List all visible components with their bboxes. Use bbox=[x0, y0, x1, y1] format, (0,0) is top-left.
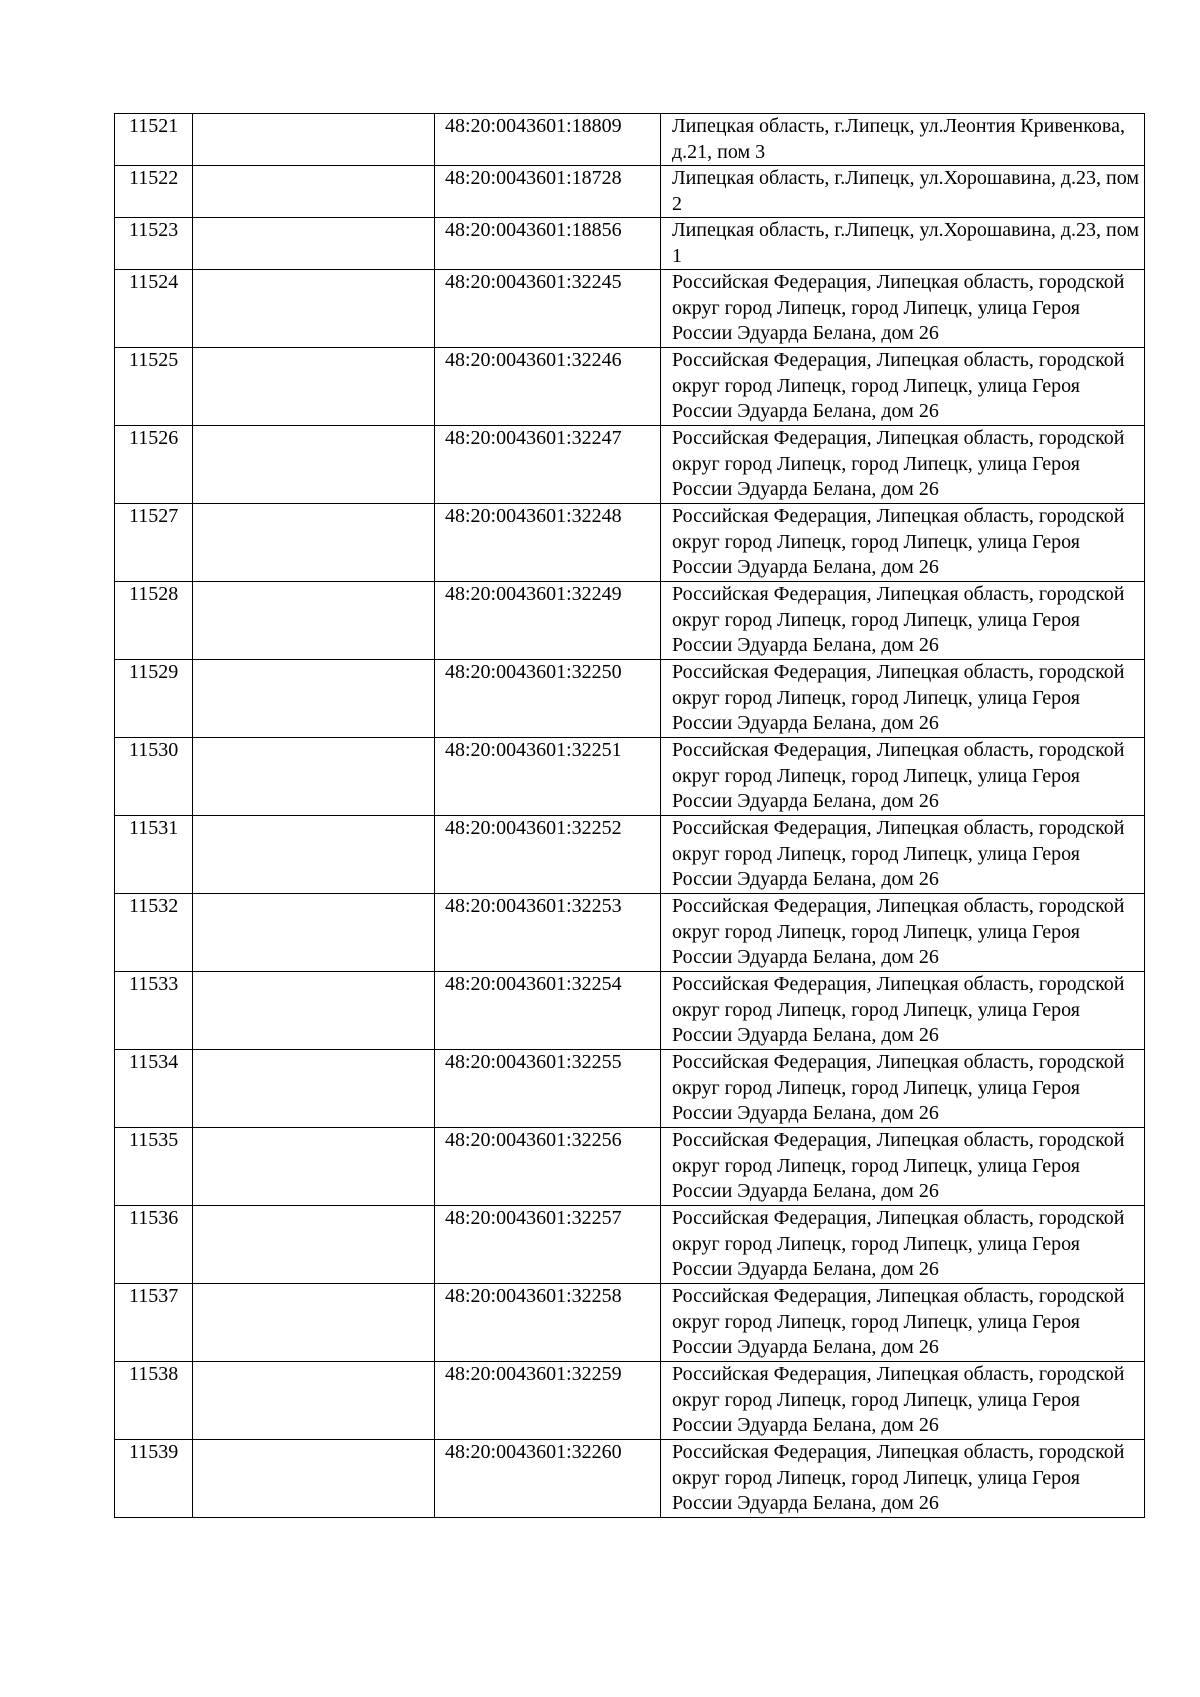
row-number-cell: 11536 bbox=[115, 1206, 193, 1284]
cadastral-number-cell: 48:20:0043601:32249 bbox=[435, 582, 661, 660]
address-cell: Российская Федерация, Липецкая область, городской округ город Липецк, город Липецк, улица Героя России Эдуарда Белана, дом 26 bbox=[661, 1050, 1145, 1128]
cadastral-number-cell: 48:20:0043601:32245 bbox=[435, 270, 661, 348]
table-row bbox=[115, 1050, 1145, 1128]
row-number-cell: 11534 bbox=[115, 1050, 193, 1128]
row-number-cell: 11525 bbox=[115, 348, 193, 426]
row-number-cell: 11522 bbox=[115, 166, 193, 218]
empty-cell bbox=[193, 1362, 435, 1440]
table-row bbox=[115, 426, 1145, 504]
row-number-cell: 11529 bbox=[115, 660, 193, 738]
address-cell: Российская Федерация, Липецкая область, городской округ город Липецк, город Липецк, улица Героя России Эдуарда Белана, дом 26 bbox=[661, 1128, 1145, 1206]
empty-cell bbox=[193, 426, 435, 504]
empty-cell bbox=[193, 218, 435, 270]
row-number-cell: 11521 bbox=[115, 114, 193, 166]
table-row bbox=[115, 582, 1145, 660]
empty-cell bbox=[193, 1128, 435, 1206]
empty-cell bbox=[193, 1440, 435, 1518]
cadastral-number-cell: 48:20:0043601:32259 bbox=[435, 1362, 661, 1440]
table-row bbox=[115, 1284, 1145, 1362]
cadastral-number-cell: 48:20:0043601:18809 bbox=[435, 114, 661, 166]
cadastral-number-cell: 48:20:0043601:18728 bbox=[435, 166, 661, 218]
cadastral-number-cell: 48:20:0043601:32246 bbox=[435, 348, 661, 426]
table-row bbox=[115, 166, 1145, 218]
empty-cell bbox=[193, 348, 435, 426]
table-row bbox=[115, 504, 1145, 582]
empty-cell bbox=[193, 660, 435, 738]
address-cell: Российская Федерация, Липецкая область, городской округ город Липецк, город Липецк, улица Героя России Эдуарда Белана, дом 26 bbox=[661, 348, 1145, 426]
cadastral-number-cell: 48:20:0043601:32250 bbox=[435, 660, 661, 738]
address-cell: Российская Федерация, Липецкая область, городской округ город Липецк, город Липецк, улица Героя России Эдуарда Белана, дом 26 bbox=[661, 1206, 1145, 1284]
empty-cell bbox=[193, 1050, 435, 1128]
cadastral-number-cell: 48:20:0043601:32253 bbox=[435, 894, 661, 972]
empty-cell bbox=[193, 894, 435, 972]
table-row bbox=[115, 816, 1145, 894]
table-row bbox=[115, 1206, 1145, 1284]
empty-cell bbox=[193, 166, 435, 218]
cadastral-number-cell: 48:20:0043601:32248 bbox=[435, 504, 661, 582]
property-registry-table bbox=[114, 113, 1145, 1518]
address-cell: Российская Федерация, Липецкая область, городской округ город Липецк, город Липецк, улица Героя России Эдуарда Белана, дом 26 bbox=[661, 504, 1145, 582]
empty-cell bbox=[193, 270, 435, 348]
row-number-cell: 11528 bbox=[115, 582, 193, 660]
row-number-cell: 11524 bbox=[115, 270, 193, 348]
empty-cell bbox=[193, 738, 435, 816]
address-cell: Российская Федерация, Липецкая область, городской округ город Липецк, город Липецк, улица Героя России Эдуарда Белана, дом 26 bbox=[661, 582, 1145, 660]
row-number-cell: 11538 bbox=[115, 1362, 193, 1440]
address-cell: Российская Федерация, Липецкая область, городской округ город Липецк, город Липецк, улица Героя России Эдуарда Белана, дом 26 bbox=[661, 1362, 1145, 1440]
address-cell: Российская Федерация, Липецкая область, городской округ город Липецк, город Липецк, улица Героя России Эдуарда Белана, дом 26 bbox=[661, 1440, 1145, 1518]
table-row bbox=[115, 660, 1145, 738]
row-number-cell: 11527 bbox=[115, 504, 193, 582]
cadastral-number-cell: 48:20:0043601:18856 bbox=[435, 218, 661, 270]
table-row bbox=[115, 1128, 1145, 1206]
address-cell: Липецкая область, г.Липецк, ул.Леонтия Кривенкова, д.21, пом 3 bbox=[661, 114, 1145, 166]
address-cell: Липецкая область, г.Липецк, ул.Хорошавина, д.23, пом 2 bbox=[661, 166, 1145, 218]
row-number-cell: 11539 bbox=[115, 1440, 193, 1518]
address-cell: Российская Федерация, Липецкая область, городской округ город Липецк, город Липецк, улица Героя России Эдуарда Белана, дом 26 bbox=[661, 1284, 1145, 1362]
address-cell: Российская Федерация, Липецкая область, городской округ город Липецк, город Липецк, улица Героя России Эдуарда Белана, дом 26 bbox=[661, 270, 1145, 348]
cadastral-number-cell: 48:20:0043601:32247 bbox=[435, 426, 661, 504]
address-cell: Российская Федерация, Липецкая область, городской округ город Липецк, город Липецк, улица Героя России Эдуарда Белана, дом 26 bbox=[661, 894, 1145, 972]
table-row bbox=[115, 1440, 1145, 1518]
cadastral-number-cell: 48:20:0043601:32251 bbox=[435, 738, 661, 816]
row-number-cell: 11537 bbox=[115, 1284, 193, 1362]
empty-cell bbox=[193, 1206, 435, 1284]
row-number-cell: 11526 bbox=[115, 426, 193, 504]
cadastral-number-cell: 48:20:0043601:32255 bbox=[435, 1050, 661, 1128]
table-row bbox=[115, 348, 1145, 426]
empty-cell bbox=[193, 504, 435, 582]
empty-cell bbox=[193, 582, 435, 660]
address-cell: Российская Федерация, Липецкая область, городской округ город Липецк, город Липецк, улица Героя России Эдуарда Белана, дом 26 bbox=[661, 426, 1145, 504]
table-row bbox=[115, 218, 1145, 270]
cadastral-number-cell: 48:20:0043601:32254 bbox=[435, 972, 661, 1050]
table-row bbox=[115, 1362, 1145, 1440]
cadastral-number-cell: 48:20:0043601:32256 bbox=[435, 1128, 661, 1206]
address-cell: Липецкая область, г.Липецк, ул.Хорошавина, д.23, пом 1 bbox=[661, 218, 1145, 270]
row-number-cell: 11535 bbox=[115, 1128, 193, 1206]
row-number-cell: 11530 bbox=[115, 738, 193, 816]
row-number-cell: 11532 bbox=[115, 894, 193, 972]
empty-cell bbox=[193, 816, 435, 894]
address-cell: Российская Федерация, Липецкая область, городской округ город Липецк, город Липецк, улица Героя России Эдуарда Белана, дом 26 bbox=[661, 816, 1145, 894]
table-row bbox=[115, 738, 1145, 816]
cadastral-number-cell: 48:20:0043601:32258 bbox=[435, 1284, 661, 1362]
empty-cell bbox=[193, 114, 435, 166]
row-number-cell: 11533 bbox=[115, 972, 193, 1050]
row-number-cell: 11523 bbox=[115, 218, 193, 270]
empty-cell bbox=[193, 1284, 435, 1362]
address-cell: Российская Федерация, Липецкая область, городской округ город Липецк, город Липецк, улица Героя России Эдуарда Белана, дом 26 bbox=[661, 660, 1145, 738]
empty-cell bbox=[193, 972, 435, 1050]
address-cell: Российская Федерация, Липецкая область, городской округ город Липецк, город Липецк, улица Героя России Эдуарда Белана, дом 26 bbox=[661, 972, 1145, 1050]
table-row bbox=[115, 972, 1145, 1050]
table-row bbox=[115, 270, 1145, 348]
row-number-cell: 11531 bbox=[115, 816, 193, 894]
table-row bbox=[115, 894, 1145, 972]
table-row bbox=[115, 114, 1145, 166]
cadastral-number-cell: 48:20:0043601:32260 bbox=[435, 1440, 661, 1518]
address-cell: Российская Федерация, Липецкая область, городской округ город Липецк, город Липецк, улица Героя России Эдуарда Белана, дом 26 bbox=[661, 738, 1145, 816]
cadastral-number-cell: 48:20:0043601:32257 bbox=[435, 1206, 661, 1284]
cadastral-number-cell: 48:20:0043601:32252 bbox=[435, 816, 661, 894]
